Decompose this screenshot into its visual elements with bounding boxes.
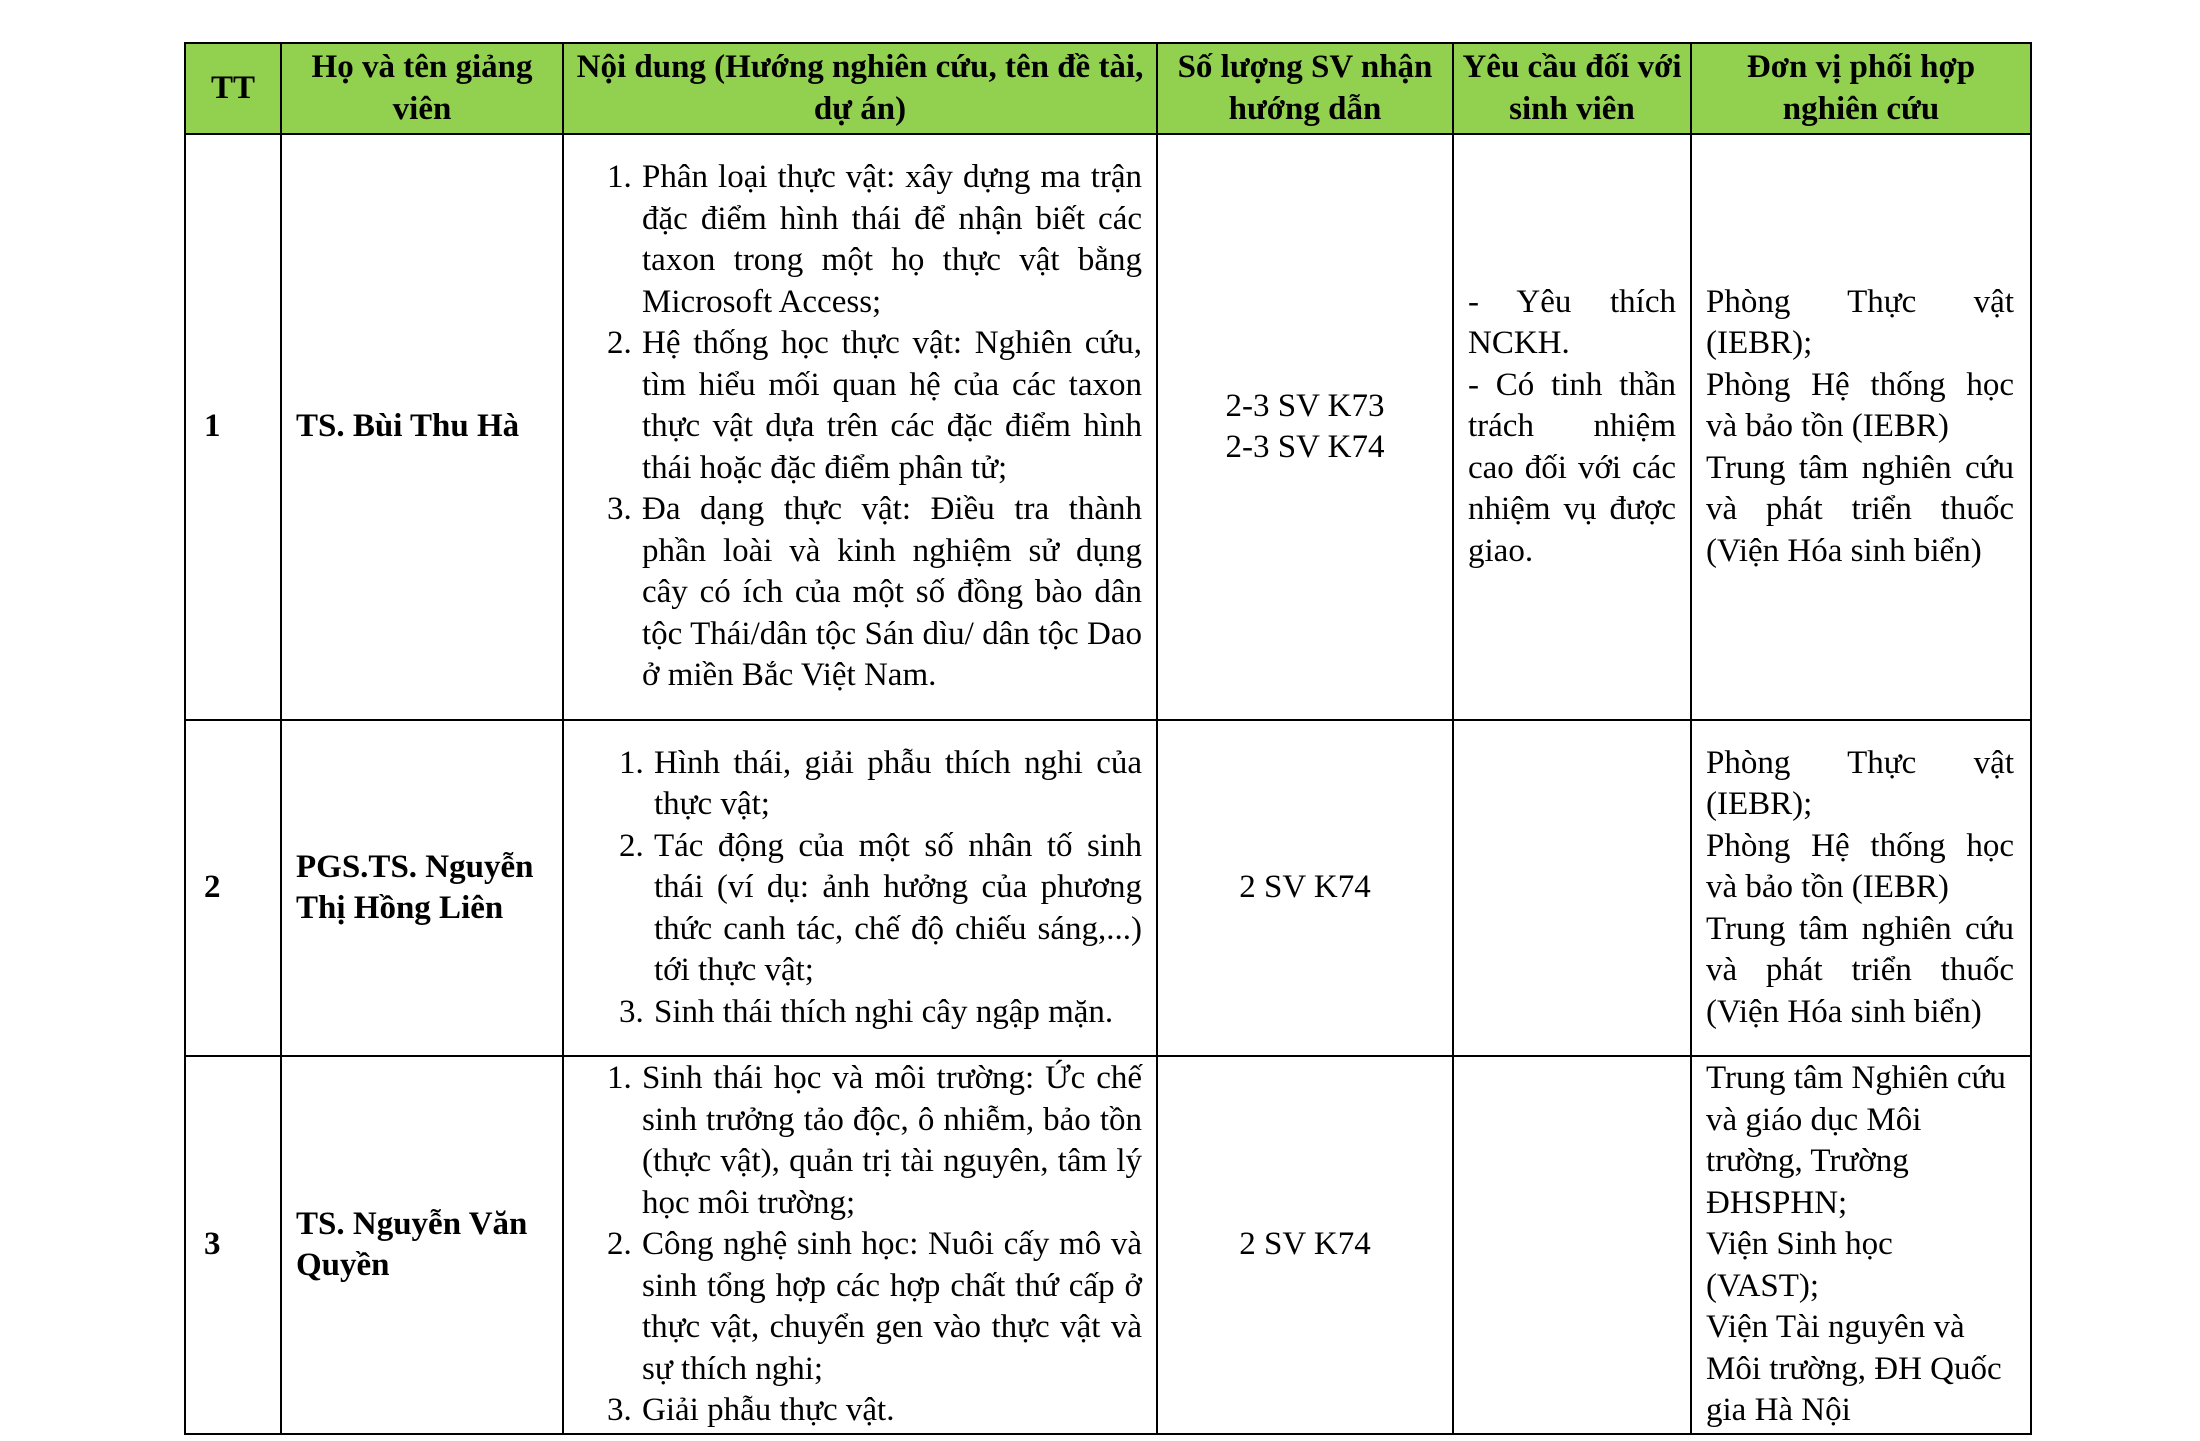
table-header-row [185, 43, 2031, 134]
student-count [1157, 720, 1453, 1056]
requirement-line: - Yêu thích NCKH. [1468, 283, 1676, 362]
header-content: Nội dung (Hướng nghiên cứu, tên đề tài, dự án) [563, 43, 1157, 134]
table-row [185, 720, 2031, 1056]
student-count [1157, 134, 1453, 720]
research-topic-item: 1. Sinh thái học và môi trường: Ức chế sinh trưởng tảo độc, ô nhiễm, bảo tồn (thực vật), quản trị tài nguyên, tâm lý học môi trường; [640, 1058, 1142, 1224]
student-count-line: 2 SV K74 [1239, 1226, 1371, 1263]
lecturer-name: PGS.TS. Nguyễn Thị Hồng Liên [281, 720, 563, 1056]
partner-unit: Phòng Thực vật (IEBR); [1706, 283, 2014, 362]
research-topic-item: 1. Hình thái, giải phẫu thích nghi của thực vật; [652, 743, 1142, 826]
research-content [563, 1056, 1157, 1434]
research-topic-item: 2. Tác động của một số nhân tố sinh thái (ví dụ: ảnh hưởng của phương thức canh tác, chế độ chiếu sáng,...) tới thực vật; [652, 826, 1142, 992]
research-topic-item: 1. Phân loại thực vật: xây dựng ma trận đặc điểm hình thái để nhận biết các taxon trong một họ thực vật bằng Microsoft Access; [640, 157, 1142, 323]
table-row [185, 1056, 2031, 1434]
row-number: 3 [185, 1056, 281, 1434]
research-content [563, 720, 1157, 1056]
header-tt: TT [185, 43, 281, 134]
row-number: 2 [185, 720, 281, 1056]
lecturer-name: TS. Bùi Thu Hà [281, 134, 563, 720]
student-requirements [1453, 720, 1691, 1056]
research-topic-item: 3. Giải phẫu thực vật. [640, 1390, 1142, 1432]
partner-units [1691, 720, 2031, 1056]
header-student-count: Số lượng SV nhận hướng dẫn [1157, 43, 1453, 134]
partner-unit: Phòng Hệ thống học và bảo tồn (IEBR) [1706, 366, 2014, 445]
header-requirements: Yêu cầu đối với sinh viên [1453, 43, 1691, 134]
research-topic-list [564, 1058, 1142, 1432]
row-number: 1 [185, 134, 281, 720]
research-topic-item: 3. Đa dạng thực vật: Điều tra thành phần loài và kinh nghiệm sử dụng cây có ích của một số đồng bào dân tộc Thái/dân tộc Sán dìu/ dân tộc Dao ở miền Bắc Việt Nam. [640, 489, 1142, 697]
student-requirements [1453, 1056, 1691, 1434]
partner-unit: Trung tâm Nghiên cứu và giáo dục Môi trường, Trường ĐHSPHN; [1706, 1060, 2006, 1221]
partner-unit: Phòng Hệ thống học và bảo tồn (IEBR) [1706, 827, 2014, 906]
research-topic-item: 2. Công nghệ sinh học: Nuôi cấy mô và sinh tổng hợp các hợp chất thứ cấp ở thực vật, chuyển gen vào thực vật và sự thích nghi; [640, 1224, 1142, 1390]
partner-unit: Trung tâm nghiên cứu và phát triển thuốc (Viện Hóa sinh biển) [1706, 449, 2014, 569]
research-supervision-table [184, 42, 2032, 1435]
student-count [1157, 1056, 1453, 1434]
partner-units [1691, 1056, 2031, 1434]
partner-unit: Phòng Thực vật (IEBR); [1706, 744, 2014, 823]
research-topic-item: 2. Hệ thống học thực vật: Nghiên cứu, tìm hiểu mối quan hệ của các taxon thực vật dựa trên các đặc điểm hình thái hoặc đặc điểm phân tử; [640, 323, 1142, 489]
research-topic-list [564, 157, 1142, 697]
requirement-line: - Có tinh thần trách nhiệm cao đối với các nhiệm vụ được giao. [1468, 366, 1676, 569]
research-topic-item: 3. Sinh thái thích nghi cây ngập mặn. [652, 992, 1142, 1034]
lecturer-name: TS. Nguyễn Văn Quyền [281, 1056, 563, 1434]
header-partner-units: Đơn vị phối hợp nghiên cứu [1691, 43, 2031, 134]
partner-units [1691, 134, 2031, 720]
student-count-line: 2 SV K74 [1239, 869, 1371, 906]
research-content [563, 134, 1157, 720]
partner-unit: Viện Sinh học (VAST); [1706, 1226, 1893, 1304]
table-row [185, 134, 2031, 720]
partner-unit: Viện Tài nguyên và Môi trường, ĐH Quốc gia Hà Nội [1706, 1309, 2002, 1429]
student-requirements [1453, 134, 1691, 720]
student-count-line: 2-3 SV K73 [1225, 387, 1385, 424]
header-lecturer-name: Họ và tên giảng viên [281, 43, 563, 134]
research-topic-list [564, 743, 1142, 1034]
partner-unit: Trung tâm nghiên cứu và phát triển thuốc (Viện Hóa sinh biển) [1706, 910, 2014, 1030]
student-count-line: 2-3 SV K74 [1225, 429, 1385, 465]
